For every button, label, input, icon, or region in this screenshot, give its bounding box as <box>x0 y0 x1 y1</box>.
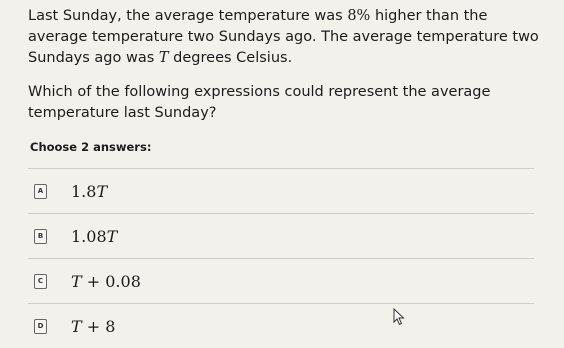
stem-text-2: higher than the average temperature two Sundays ago. The average temperature two Sundays ago was <box>28 8 539 66</box>
variable-t: T <box>158 50 169 66</box>
choice-letter-c: C <box>34 274 47 289</box>
percent-value: 8% <box>347 8 371 24</box>
question-text <box>28 6 548 124</box>
choice-a[interactable] <box>28 168 534 213</box>
choice-c[interactable] <box>28 258 534 303</box>
choice-d[interactable] <box>28 303 534 348</box>
choice-d-expression: T + 8 <box>71 316 116 336</box>
choose-instruction: Choose 2 answers: <box>30 140 152 154</box>
stem-text-1: Last Sunday, the average temperature was <box>28 8 348 24</box>
mouse-cursor-icon <box>392 308 406 326</box>
choice-c-expression: T + 0.08 <box>71 271 141 291</box>
choice-a-expression: 1.8T <box>71 181 108 201</box>
choice-letter-a: A <box>34 184 47 199</box>
choice-letter-d: D <box>34 319 47 334</box>
choice-b-expression: 1.08T <box>71 226 118 246</box>
choice-b[interactable] <box>28 213 534 258</box>
question-prompt: Which of the following expressions could represent the average temperature last Sunday? <box>28 84 491 121</box>
answer-choices <box>28 168 534 348</box>
question-stem <box>28 6 548 69</box>
stem-text-3: degrees Celsius. <box>168 50 293 66</box>
choice-letter-b: B <box>34 229 47 244</box>
